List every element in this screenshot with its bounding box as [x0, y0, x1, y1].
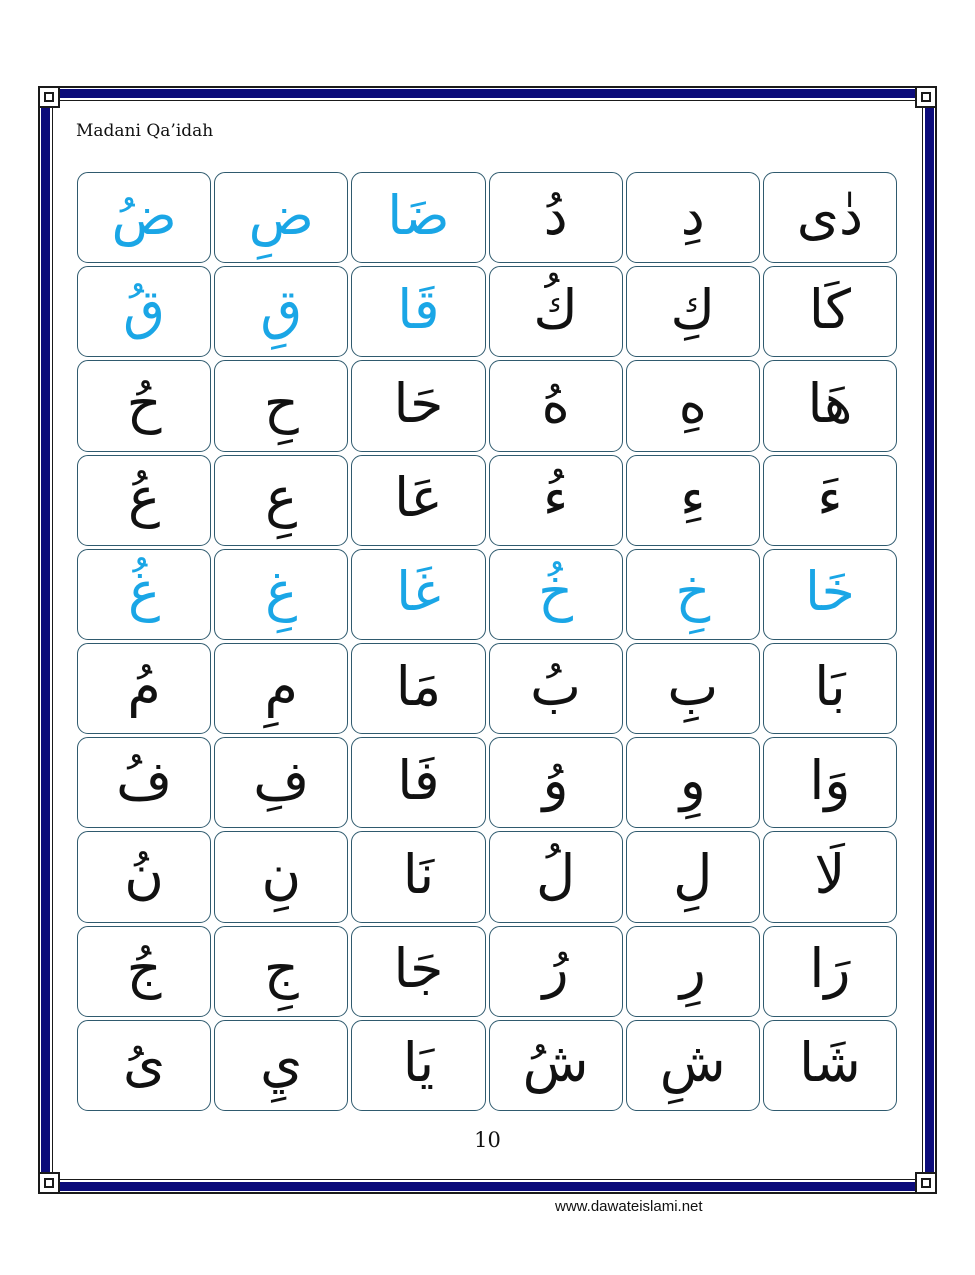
letter-cell	[489, 926, 623, 1017]
letter-grid	[77, 172, 897, 1111]
letter-text: ضُ	[111, 183, 177, 247]
letter-text: وِ	[679, 748, 706, 812]
letter-cell	[763, 455, 897, 546]
letter-cell	[626, 643, 760, 734]
letter-text: خُ	[538, 560, 574, 624]
letter-cell	[626, 455, 760, 546]
letter-cell	[214, 1020, 348, 1111]
letter-cell	[214, 737, 348, 828]
letter-cell	[214, 643, 348, 734]
letter-text: وُ	[542, 748, 569, 812]
letter-text: عِ	[265, 466, 298, 530]
letter-text: دِ	[680, 183, 705, 247]
letter-cell	[351, 549, 485, 640]
letter-cell	[351, 643, 485, 734]
letter-cell	[77, 455, 211, 546]
letter-text: مَا	[395, 654, 442, 718]
letter-text: نُ	[124, 842, 164, 906]
letter-text: جُ	[126, 937, 162, 1001]
letter-text: ضَا	[387, 183, 450, 247]
letter-cell	[626, 831, 760, 922]
letter-cell	[77, 266, 211, 357]
letter-text: دٰى	[796, 183, 864, 247]
letter-cell	[351, 926, 485, 1017]
letter-cell	[351, 737, 485, 828]
letter-text: ءَ	[817, 466, 843, 530]
letter-text: شَا	[799, 1031, 861, 1095]
letter-cell	[214, 831, 348, 922]
letter-text: بَا	[814, 654, 846, 718]
letter-cell	[351, 172, 485, 263]
letter-text: يَا	[402, 1031, 435, 1095]
website-link[interactable]: www.dawateislami.net	[555, 1198, 703, 1215]
letter-cell	[77, 926, 211, 1017]
letter-text: شُ	[522, 1031, 589, 1095]
letter-cell	[214, 549, 348, 640]
letter-text: كِ	[670, 277, 716, 341]
letter-cell	[351, 831, 485, 922]
letter-text: لِ	[673, 842, 713, 906]
letter-cell	[626, 172, 760, 263]
letter-cell	[214, 172, 348, 263]
letter-cell	[763, 643, 897, 734]
letter-text: مِ	[264, 654, 298, 718]
letter-text: هِ	[678, 371, 707, 435]
letter-cell	[351, 455, 485, 546]
letter-cell	[77, 1020, 211, 1111]
letter-text: رَا	[809, 937, 851, 1001]
letter-text: فِ	[253, 748, 310, 812]
letter-cell	[77, 737, 211, 828]
letter-text: غَا	[396, 560, 441, 624]
letter-text: عَا	[394, 466, 443, 530]
letter-cell	[626, 360, 760, 451]
letter-text: قِ	[260, 277, 303, 341]
letter-cell	[763, 549, 897, 640]
letter-text: كُ	[533, 277, 578, 341]
letter-text: عُ	[127, 466, 161, 530]
letter-cell	[489, 172, 623, 263]
letter-cell	[489, 643, 623, 734]
page-number: 10	[474, 1128, 501, 1152]
letter-cell	[77, 549, 211, 640]
letter-cell	[763, 1020, 897, 1111]
letter-cell	[763, 831, 897, 922]
letter-text: حَا	[393, 371, 444, 435]
letter-text: مُ	[127, 654, 161, 718]
letter-text: غُ	[127, 560, 161, 624]
letter-cell	[489, 455, 623, 546]
letter-text: قَا	[397, 277, 440, 341]
letter-cell	[626, 549, 760, 640]
letter-cell	[77, 360, 211, 451]
letter-text: خَا	[805, 560, 855, 624]
corner-ornament-top-left	[38, 86, 60, 108]
letter-cell	[214, 266, 348, 357]
letter-text: ءِ	[680, 466, 706, 530]
book-title: Madani Qa’idah	[76, 121, 214, 141]
letter-cell	[489, 549, 623, 640]
letter-cell	[763, 360, 897, 451]
letter-text: بِ	[667, 654, 719, 718]
letter-text: فُ	[116, 748, 173, 812]
letter-cell	[351, 266, 485, 357]
letter-text: نَا	[402, 842, 435, 906]
letter-text: شِ	[659, 1031, 726, 1095]
letter-text: نِ	[261, 842, 302, 906]
letter-text: جَا	[393, 937, 444, 1001]
letter-cell	[77, 172, 211, 263]
letter-cell	[77, 643, 211, 734]
letter-cell	[489, 1020, 623, 1111]
letter-cell	[489, 266, 623, 357]
letter-text: غِ	[265, 560, 298, 624]
letter-cell	[626, 926, 760, 1017]
letter-cell	[763, 172, 897, 263]
letter-cell	[214, 455, 348, 546]
letter-text: رِ	[679, 937, 706, 1001]
letter-text: فَا	[397, 748, 440, 812]
letter-text: خِ	[675, 560, 711, 624]
letter-text: دُ	[543, 183, 568, 247]
corner-ornament-bottom-left	[38, 1172, 60, 1194]
letter-text: لُ	[535, 842, 576, 906]
letter-cell	[351, 1020, 485, 1111]
letter-text: جِ	[263, 937, 299, 1001]
letter-cell	[489, 360, 623, 451]
letter-text: حِ	[263, 371, 299, 435]
letter-cell	[77, 831, 211, 922]
corner-ornament-bottom-right	[915, 1172, 937, 1194]
letter-cell	[351, 360, 485, 451]
letter-cell	[489, 737, 623, 828]
letter-cell	[214, 360, 348, 451]
letter-cell	[626, 1020, 760, 1111]
letter-text: كَا	[808, 277, 852, 341]
letter-cell	[763, 266, 897, 357]
letter-cell	[626, 266, 760, 357]
letter-text: حُ	[126, 371, 162, 435]
letter-text: وَا	[809, 748, 851, 812]
letter-text: قُ	[123, 277, 166, 341]
letter-text: هُ	[541, 371, 570, 435]
letter-text: رُ	[542, 937, 569, 1001]
letter-cell	[626, 737, 760, 828]
letter-cell	[763, 737, 897, 828]
letter-text: بُ	[530, 654, 582, 718]
letter-text: يِ	[260, 1031, 303, 1095]
letter-cell	[489, 831, 623, 922]
letter-text: هَا	[807, 371, 853, 435]
letter-text: ىُ	[122, 1031, 166, 1095]
corner-ornament-top-right	[915, 86, 937, 108]
letter-text: لَا	[814, 842, 846, 906]
letter-cell	[763, 926, 897, 1017]
letter-text: ءُ	[542, 466, 569, 530]
letter-cell	[214, 926, 348, 1017]
letter-text: ضِ	[248, 183, 314, 247]
